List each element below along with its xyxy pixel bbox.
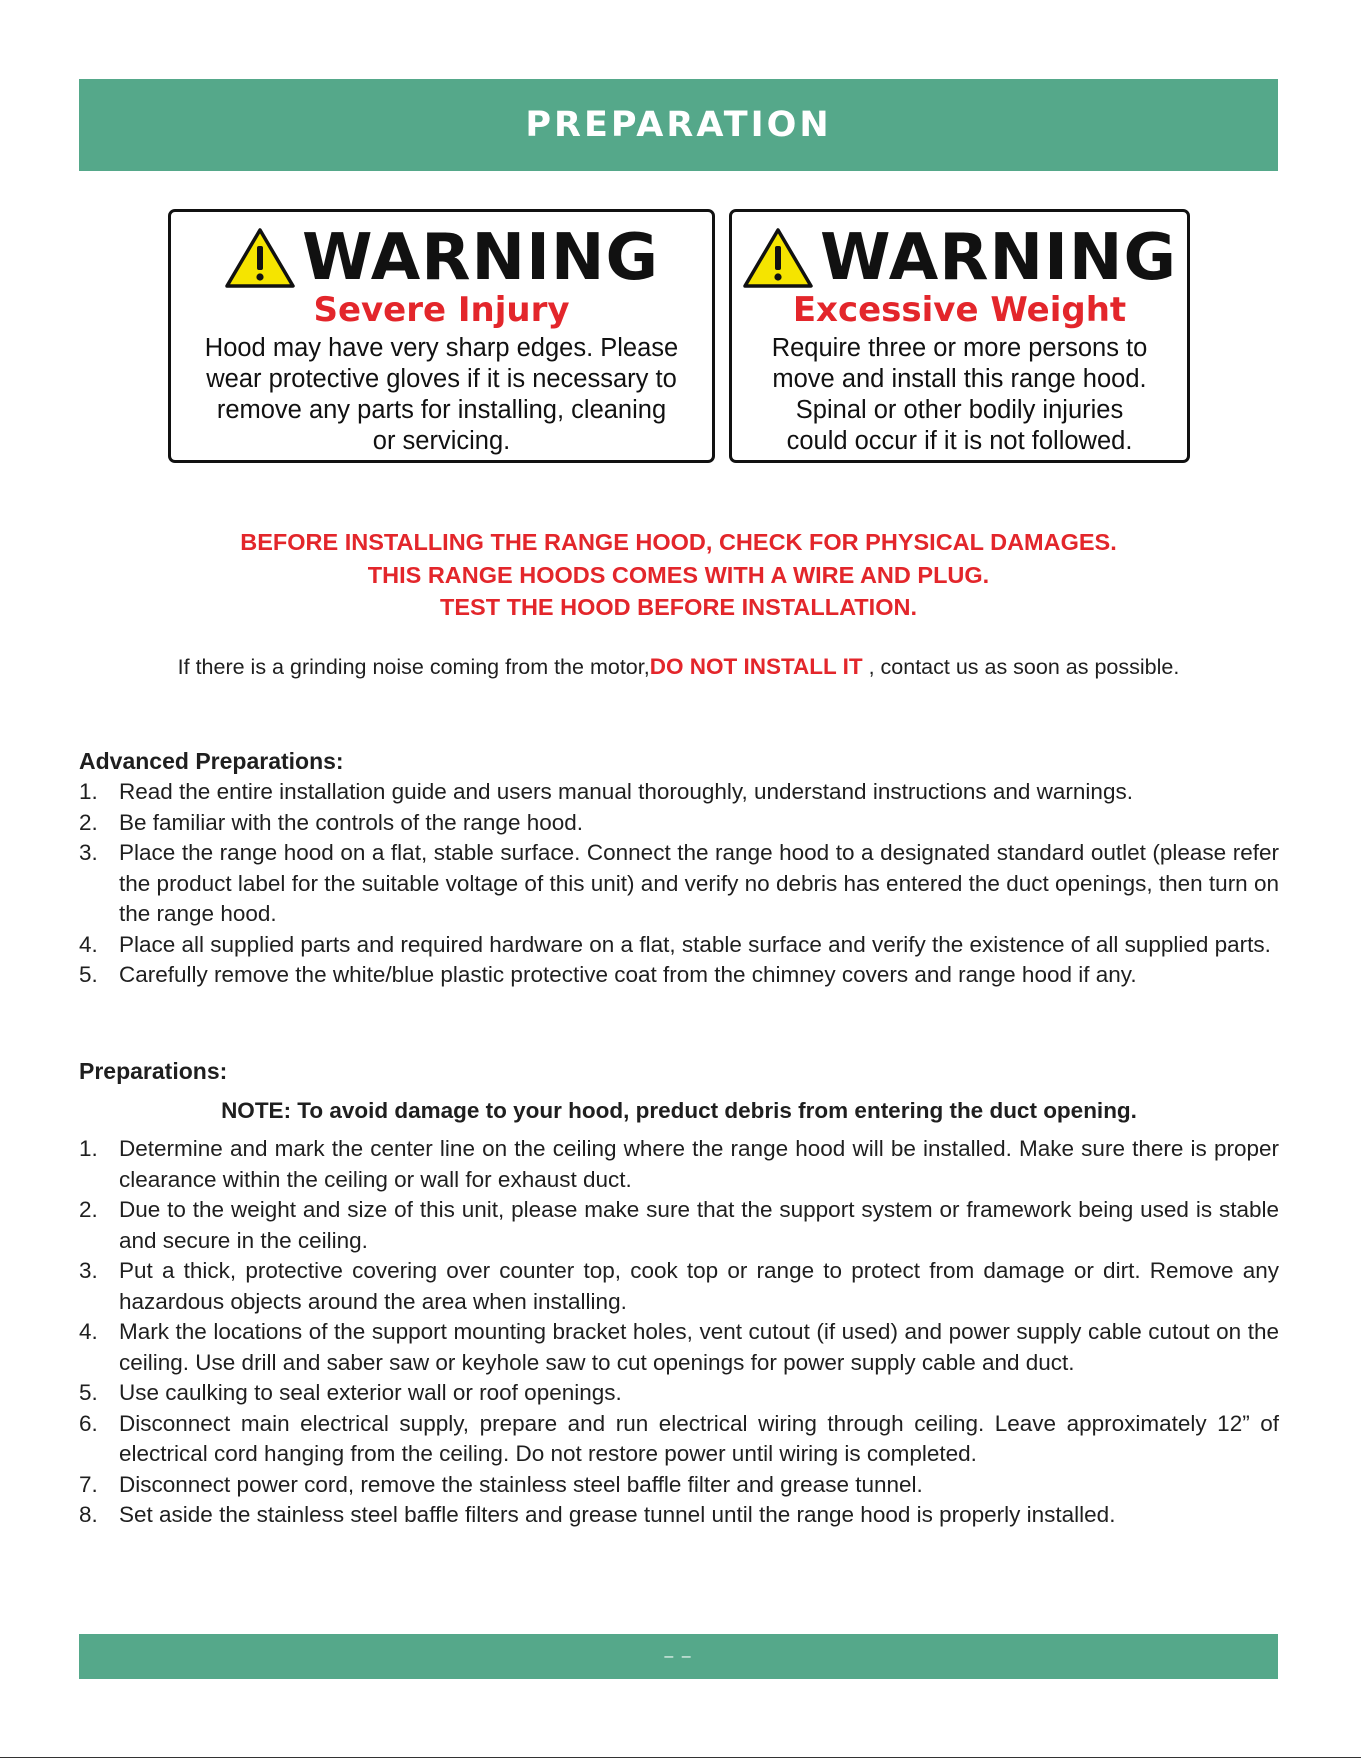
list-item <box>79 838 1279 930</box>
section-title: Advanced Preparations: <box>79 748 344 774</box>
section-title: Preparations: <box>79 1058 228 1084</box>
damage-check-notice <box>79 526 1278 624</box>
warning-word: WARNING <box>820 221 1177 295</box>
item-text: Disconnect power cord, remove the stainless steel baffle filter and grease tunnel. <box>119 1471 923 1497</box>
list-item <box>79 1409 1279 1470</box>
list-item <box>79 1134 1279 1195</box>
advanced-preparations-section <box>79 746 1279 991</box>
preparations-list <box>79 1134 1279 1531</box>
list-item <box>79 1195 1279 1256</box>
warning-box-excessive-weight <box>729 209 1190 463</box>
list-item <box>79 1470 1279 1501</box>
warning-line: Spinal or other bodily injuries <box>795 396 1124 425</box>
item-number: 8. <box>79 1502 98 1527</box>
warning-heading <box>732 221 1187 295</box>
footer-bar <box>79 1634 1278 1679</box>
warning-line: wear protective gloves if it is necessary to <box>206 365 677 394</box>
item-number: 3. <box>79 840 98 865</box>
grinding-text-after: , contact us as soon as possible. <box>862 655 1180 679</box>
item-text: Use caulking to seal exterior wall or roof openings. <box>119 1380 622 1405</box>
page-title: PREPARATION <box>525 105 832 145</box>
list-item <box>79 1256 1279 1317</box>
warning-line: or servicing. <box>372 427 511 456</box>
grinding-noise-text <box>79 654 1278 680</box>
item-text: Be familiar with the controls of the range hood. <box>119 809 584 835</box>
warning-line: could occur if it is not followed. <box>786 427 1133 456</box>
warning-line: move and install this range hood. <box>772 365 1147 394</box>
item-number: 5. <box>79 962 98 987</box>
item-number: 5. <box>79 1380 98 1405</box>
warning-triangle-icon <box>224 226 296 290</box>
item-text: Due to the weight and size of this unit, please make sure that the support system or framework being used is stable and secure in the ceiling. <box>119 1197 1279 1253</box>
warning-body <box>732 333 1187 457</box>
list-item <box>79 960 1279 991</box>
list-item <box>79 1378 1279 1409</box>
page-bottom-rule <box>0 1757 1361 1758</box>
warning-word: WARNING <box>302 221 659 295</box>
advanced-preparations-list <box>79 777 1279 991</box>
item-number: 1. <box>79 779 98 804</box>
grinding-text-before: If there is a grinding noise coming from the motor, <box>177 655 650 679</box>
notice-line: THIS RANGE HOODS COMES WITH A WIRE AND PLUG. <box>367 561 990 588</box>
warning-line: Hood may have very sharp edges. Please <box>204 334 679 363</box>
item-number: 4. <box>79 1319 98 1344</box>
item-text: Disconnect main electrical supply, prepare and run electrical wiring through ceiling. Leave approximately 12” of electrical cord hanging from the ceiling. Do not restore power until wiring is completed. <box>119 1410 1279 1466</box>
item-text: Determine and mark the center line on the ceiling where the range hood will be installed. Make sure there is proper clearance within the ceiling or wall for exhaust duct. <box>119 1136 1279 1192</box>
do-not-install-emphasis: DO NOT INSTALL IT <box>649 654 863 679</box>
warning-subtitle: Excessive Weight <box>792 290 1127 330</box>
warning-heading <box>171 221 712 295</box>
item-number: 3. <box>79 1258 98 1283</box>
list-item <box>79 1500 1279 1531</box>
item-text: Mark the locations of the support mounting bracket holes, vent cutout (if used) and power supply cable cutout on the ceiling. Use drill and saber saw or keyhole saw to cut openings for power supply cable and duct. <box>119 1319 1279 1375</box>
preparations-section <box>79 1056 1279 1531</box>
preparations-note: NOTE: To avoid damage to your hood, preduct debris from entering the duct opening. <box>221 1098 1137 1123</box>
list-item <box>79 777 1279 808</box>
header-bar <box>79 79 1278 171</box>
item-text: Read the entire installation guide and users manual thoroughly, understand instructions and warnings. <box>119 779 1133 804</box>
list-item <box>79 808 1279 839</box>
warning-body <box>171 333 712 457</box>
item-text: Set aside the stainless steel baffle filters and grease tunnel until the range hood is properly installed. <box>119 1502 1116 1527</box>
item-number: 2. <box>79 809 98 835</box>
warning-line: remove any parts for installing, cleaning <box>216 396 667 425</box>
item-text: Put a thick, protective covering over counter top, cook top or range to protect from damage or dirt. Remove any hazardous objects around the area when installing. <box>119 1258 1279 1314</box>
item-number: 1. <box>79 1136 98 1161</box>
warning-box-severe-injury <box>168 209 715 463</box>
item-text: Place the range hood on a flat, stable surface. Connect the range hood to a designated standard outlet (please refer the product label for the suitable voltage of this unit) and verify no debris has entered the duct openings, then turn on the range hood. <box>119 840 1279 926</box>
warning-line: Require three or more persons to <box>771 334 1148 363</box>
item-text: Carefully remove the white/blue plastic protective coat from the chimney covers and range hood if any. <box>119 962 1137 987</box>
item-number: 6. <box>79 1410 98 1436</box>
item-number: 4. <box>79 931 98 957</box>
item-text: Place all supplied parts and required hardware on a flat, stable surface and verify the existence of all supplied parts. <box>119 931 1271 957</box>
notice-line: TEST THE HOOD BEFORE INSTALLATION. <box>440 594 917 620</box>
notice-line: BEFORE INSTALLING THE RANGE HOOD, CHECK FOR PHYSICAL DAMAGES. <box>240 529 1117 555</box>
list-item <box>79 1317 1279 1378</box>
warning-subtitle: Severe Injury <box>313 290 570 330</box>
warning-triangle-icon <box>742 226 814 290</box>
list-item <box>79 930 1279 961</box>
page-number: – – <box>664 1647 693 1665</box>
item-number: 7. <box>79 1471 98 1497</box>
item-number: 2. <box>79 1197 98 1222</box>
